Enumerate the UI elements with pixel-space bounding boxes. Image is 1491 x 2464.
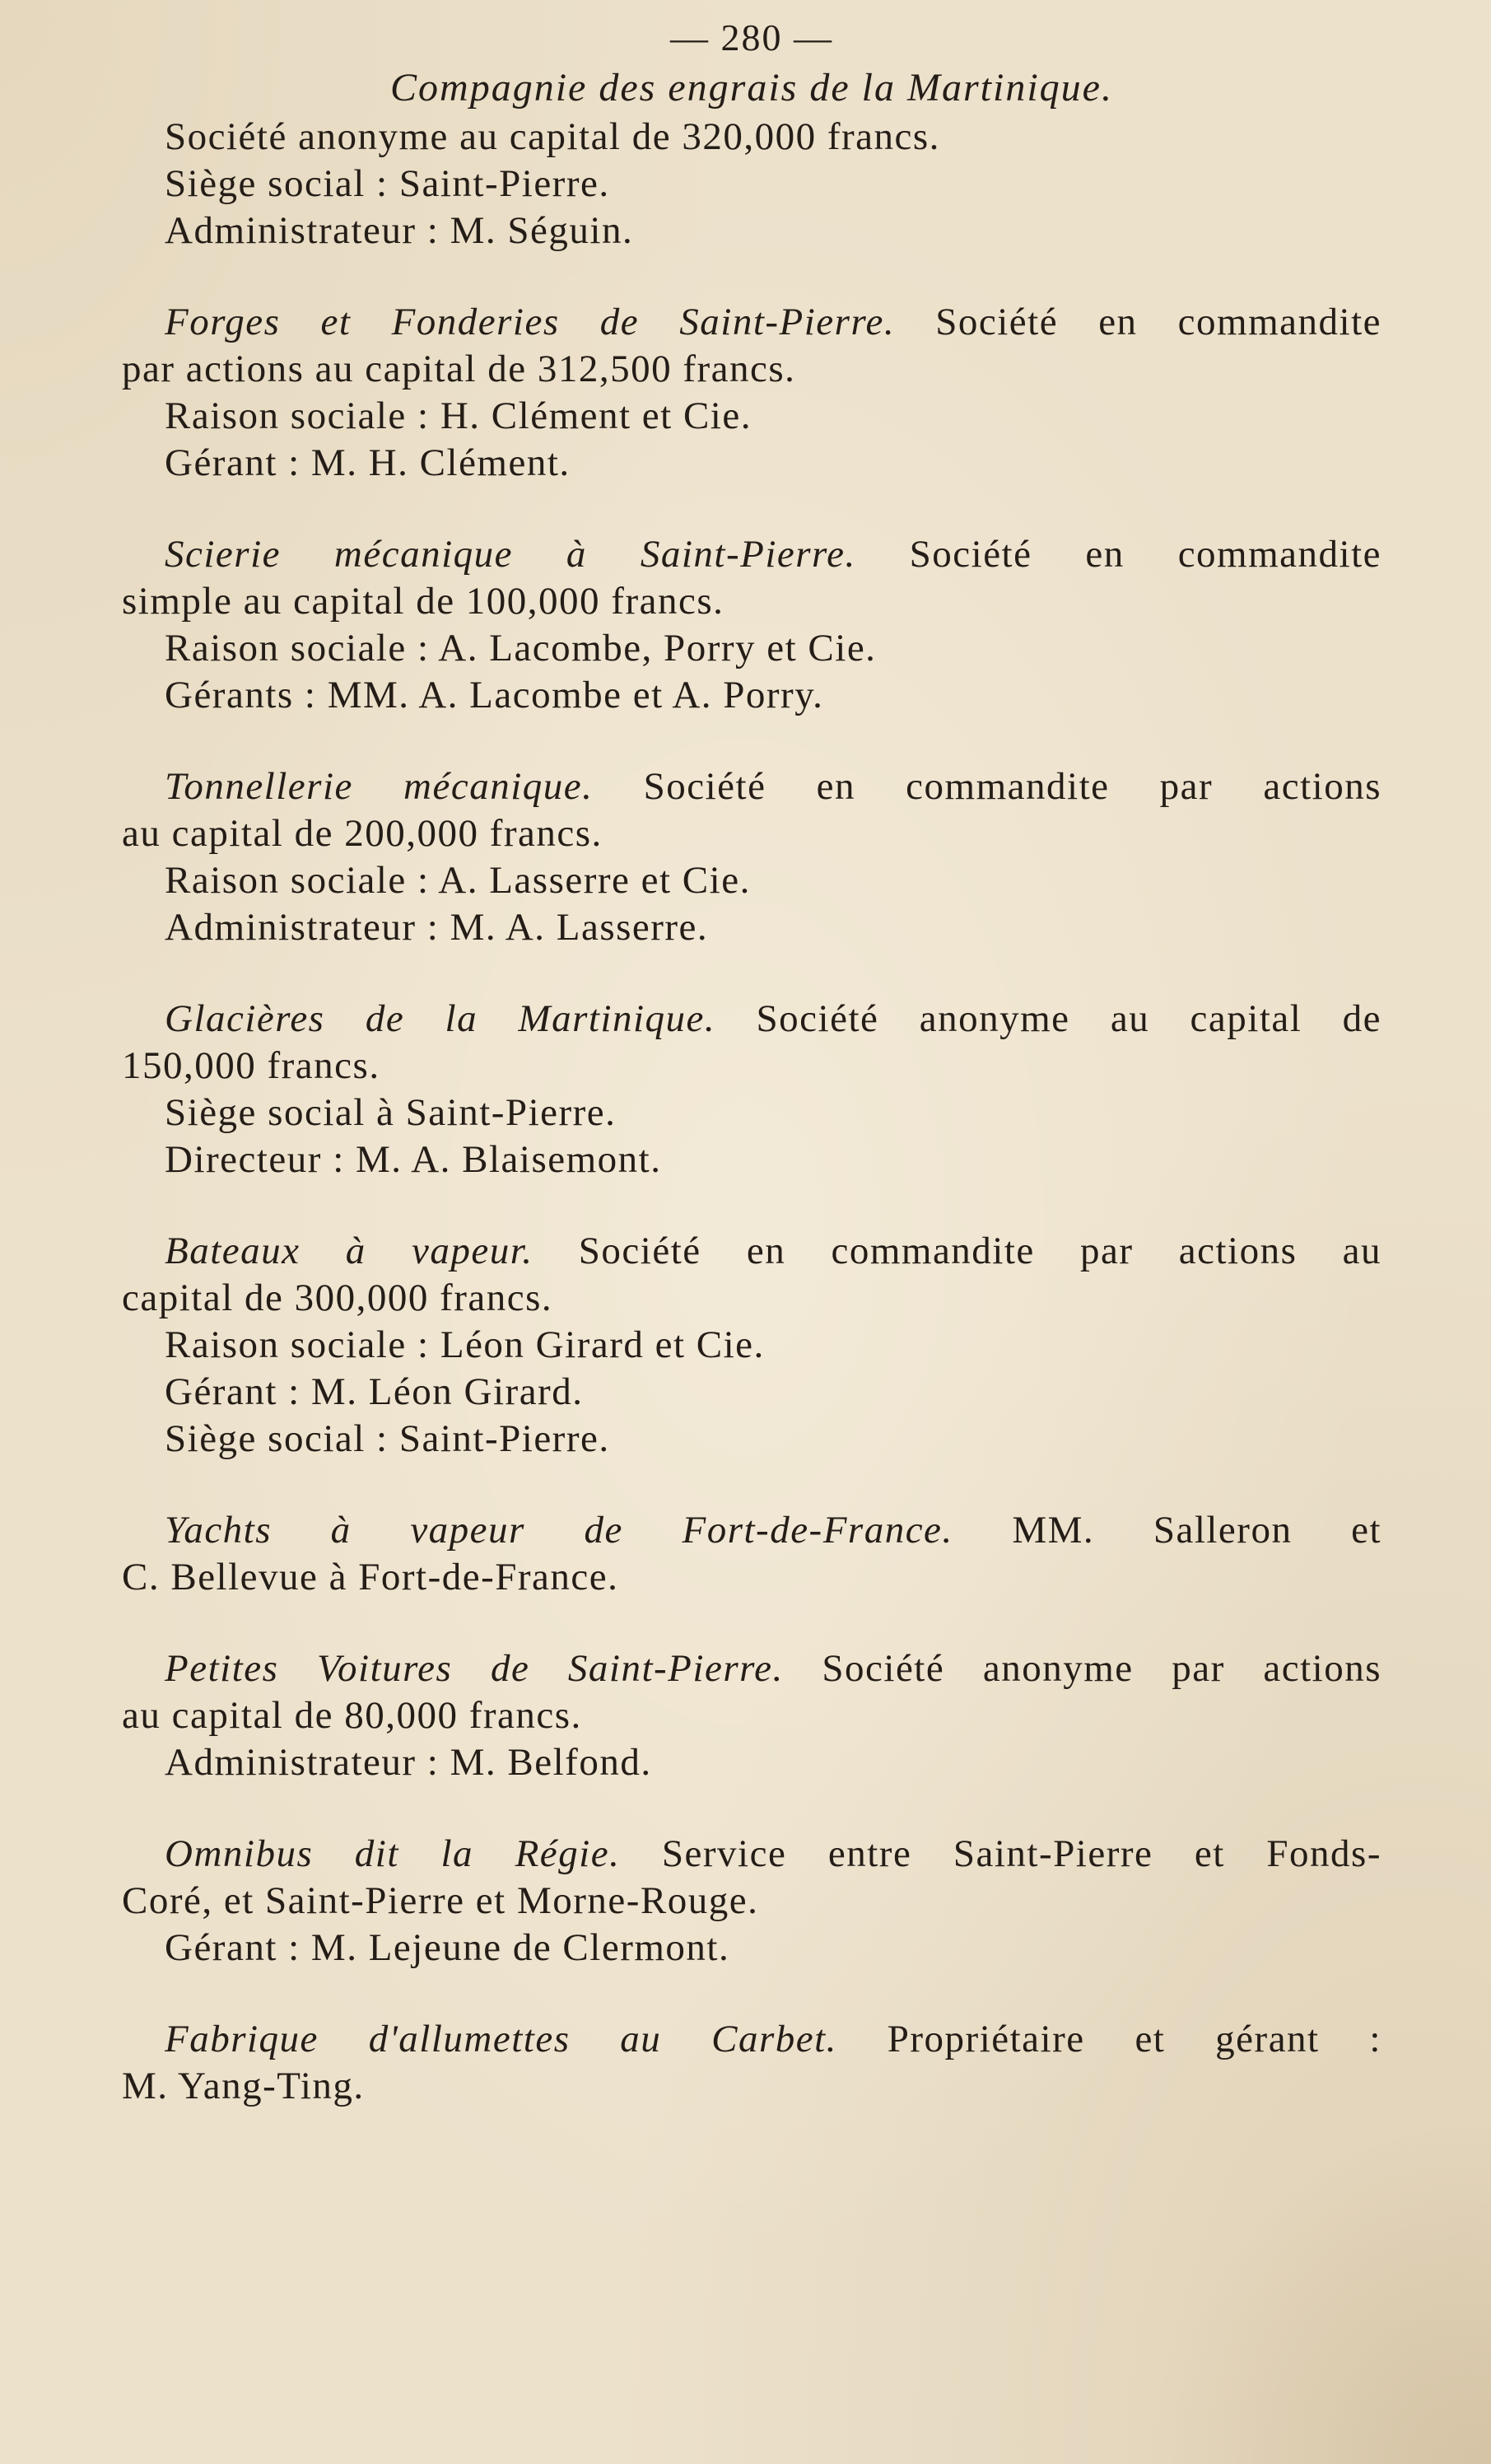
entry-detail: Gérant : M. Lejeune de Clermont.	[165, 1926, 730, 1969]
entry-detail: Raison sociale : A. Lasserre et Cie.	[165, 859, 751, 902]
entry-lead-text: Société en commandite	[909, 533, 1382, 576]
entry-title: Bateaux à vapeur.	[165, 1230, 533, 1272]
entry-title: Glacières de la Martinique.	[165, 997, 716, 1040]
entry-title: Forges et Fonderies de Saint-Pierre.	[165, 301, 896, 343]
entry	[122, 2016, 1382, 2110]
entry-lead-text: Société en commandite par actions	[643, 765, 1382, 808]
entry-detail: Gérants : MM. A. Lacombe et A. Porry.	[165, 674, 824, 716]
entry-first-line	[122, 1645, 1382, 1692]
entry-engrais	[122, 114, 1382, 254]
entry-first-line	[122, 2016, 1382, 2063]
entry-continuation: au capital de 200,000 francs.	[122, 812, 603, 855]
entry-continuation: M. Yang-Ting.	[122, 2065, 365, 2107]
entry-first-line	[122, 531, 1382, 578]
document-page	[122, 15, 1382, 2154]
entry-detail: Raison sociale : Léon Girard et Cie.	[165, 1323, 765, 1366]
page-number: — 280 —	[670, 16, 833, 58]
entry-continuation: au capital de 80,000 francs.	[122, 1694, 582, 1737]
entry-lead-text: Propriétaire et gérant :	[887, 2018, 1382, 2060]
entry-detail: Siège social : Saint-Pierre.	[165, 162, 610, 205]
entries-list	[122, 299, 1382, 2110]
entry	[122, 763, 1382, 951]
entry	[122, 1831, 1382, 1972]
entry-continuation: par actions au capital de 312,500 francs.	[122, 348, 796, 390]
entry-title: Omnibus dit la Régie.	[165, 1832, 621, 1875]
entry-detail: Administrateur : M. Belfond.	[165, 1741, 652, 1784]
entry-lead-text: Société anonyme par actions	[822, 1647, 1382, 1690]
entry-detail: Siège social : Saint-Pierre.	[165, 1417, 610, 1460]
entry	[122, 299, 1382, 487]
entry-detail: Gérant : M. Léon Girard.	[165, 1370, 584, 1413]
entry-detail: Société anonyme au capital de 320,000 francs.	[165, 115, 940, 158]
entry	[122, 996, 1382, 1183]
entry-first-line	[122, 763, 1382, 810]
entry-title: Tonnellerie mécanique.	[165, 765, 594, 808]
entry-first-line	[122, 1228, 1382, 1275]
entry-title: Petites Voitures de Saint-Pierre.	[165, 1647, 784, 1690]
entry-detail: Siège social à Saint-Pierre.	[165, 1091, 617, 1134]
entry-first-line	[122, 1507, 1382, 1554]
entry-lead-text: Service entre Saint-Pierre et Fonds-	[661, 1832, 1382, 1875]
entry-continuation: Coré, et Saint-Pierre et Morne-Rouge.	[122, 1879, 759, 1922]
entry-first-line	[122, 299, 1382, 346]
entry	[122, 1645, 1382, 1786]
entry-continuation: 150,000 francs.	[122, 1044, 380, 1087]
entry-detail: Gérant : M. H. Clément.	[165, 441, 571, 484]
entry-detail: Raison sociale : A. Lacombe, Porry et Cie.	[165, 627, 877, 670]
paper-stain	[1145, 2118, 1491, 2464]
entry	[122, 1507, 1382, 1601]
entry-continuation: simple au capital de 100,000 francs.	[122, 580, 725, 623]
entry-lead-text: MM. Salleron et	[1012, 1509, 1382, 1552]
entry	[122, 1228, 1382, 1463]
entry-detail: Administrateur : M. Séguin.	[165, 209, 634, 252]
entry-lead-text: Société anonyme au capital de	[756, 997, 1382, 1040]
entry-first-line	[122, 996, 1382, 1043]
entry-first-line	[122, 1831, 1382, 1878]
entry-lead-text: Société en commandite par actions au	[578, 1230, 1382, 1272]
entry	[122, 531, 1382, 719]
entry-lead-text: Société en commandite	[935, 301, 1382, 343]
entry-title: Scierie mécanique à Saint-Pierre.	[165, 533, 856, 576]
entry-title: Fabrique d'allumettes au Carbet.	[165, 2018, 837, 2060]
entry-detail: Raison sociale : H. Clément et Cie.	[165, 394, 752, 437]
entry-title: Yachts à vapeur de Fort-de-France.	[165, 1509, 953, 1552]
section-heading: Compagnie des engrais de la Martinique.	[390, 66, 1113, 110]
entry-continuation: C. Bellevue à Fort-de-France.	[122, 1556, 619, 1598]
entry-detail: Directeur : M. A. Blaisemont.	[165, 1138, 662, 1181]
entry-detail: Administrateur : M. A. Lasserre.	[165, 906, 709, 949]
entry-continuation: capital de 300,000 francs.	[122, 1276, 553, 1319]
